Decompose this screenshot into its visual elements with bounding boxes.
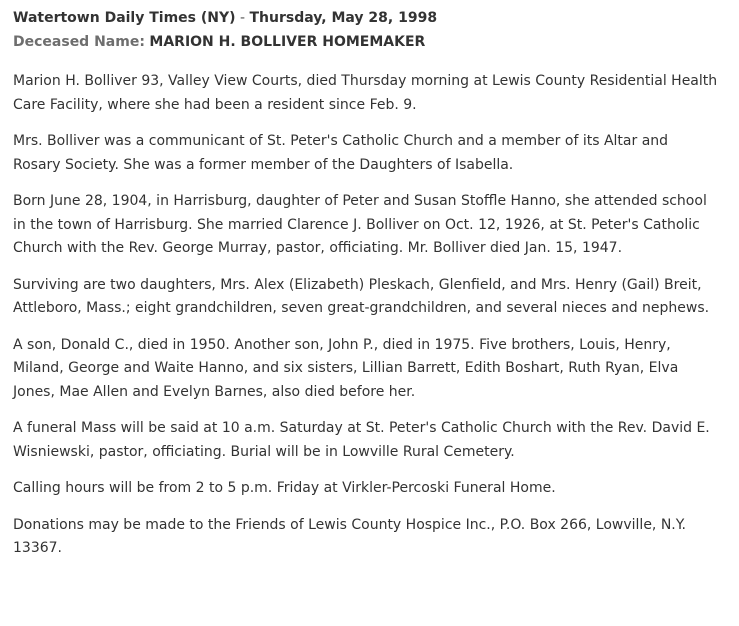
paragraph-3: Born June 28, 1904, in Harrisburg, daughter of Peter and Susan Stoffle Hanno, she attended school in the town of Harrisburg. She married Clarence J. Bolliver on Oct. 12, 1926, at St. Peter's Catholic Church with the Rev. George Murray, pastor, officiating. Mr. Bolliver died Jan. 15, 1947.	[13, 193, 707, 256]
paragraph-1: Marion H. Bolliver 93, Valley View Courts, died Thursday morning at Lewis County Residential Health Care Facility, where she had been a resident since Feb. 9.	[13, 73, 718, 113]
deceased-name: MARION H. BOLLIVER HOMEMAKER	[149, 34, 426, 50]
paragraph-4: Surviving are two daughters, Mrs. Alex (Elizabeth) Pleskach, Glenfield, and Mrs. Henry (Gail) Breit, Attleboro, Mass.; eight grandchildren, seven great-grandchildren, and several nieces and nephews.	[13, 276, 710, 316]
header-separator: -	[235, 10, 250, 26]
deceased-name-line	[13, 33, 726, 51]
publication-date: Thursday, May 28, 1998	[249, 10, 438, 26]
obituary-body	[13, 70, 726, 561]
publication-header	[13, 9, 726, 27]
paragraph-7: Calling hours will be from 2 to 5 p.m. Friday at Virkler-Percoski Funeral Home.	[13, 480, 556, 496]
paragraph-6: A funeral Mass will be said at 10 a.m. Saturday at St. Peter's Catholic Church with the Rev. David E. Wisniewski, pastor, officiating. Burial will be in Lowville Rural Cemetery.	[13, 420, 710, 460]
paragraph-2: Mrs. Bolliver was a communicant of St. Peter's Catholic Church and a member of its Altar and Rosary Society. She was a former member of the Daughters of Isabella.	[13, 133, 669, 173]
paragraph-8: Donations may be made to the Friends of Lewis County Hospice Inc., P.O. Box 266, Lowville, N.Y. 13367.	[13, 516, 686, 556]
deceased-label: Deceased Name:	[13, 34, 145, 50]
paragraph-5: A son, Donald C., died in 1950. Another son, John P., died in 1975. Five brothers, Louis, Henry, Miland, George and Waite Hanno, and six sisters, Lillian Barrett, Edith Boshart, Ruth Ryan, Elva Jones, Mae Allen and Evelyn Barnes, also died before her.	[13, 336, 679, 400]
publication-name: Watertown Daily Times (NY)	[13, 10, 236, 26]
